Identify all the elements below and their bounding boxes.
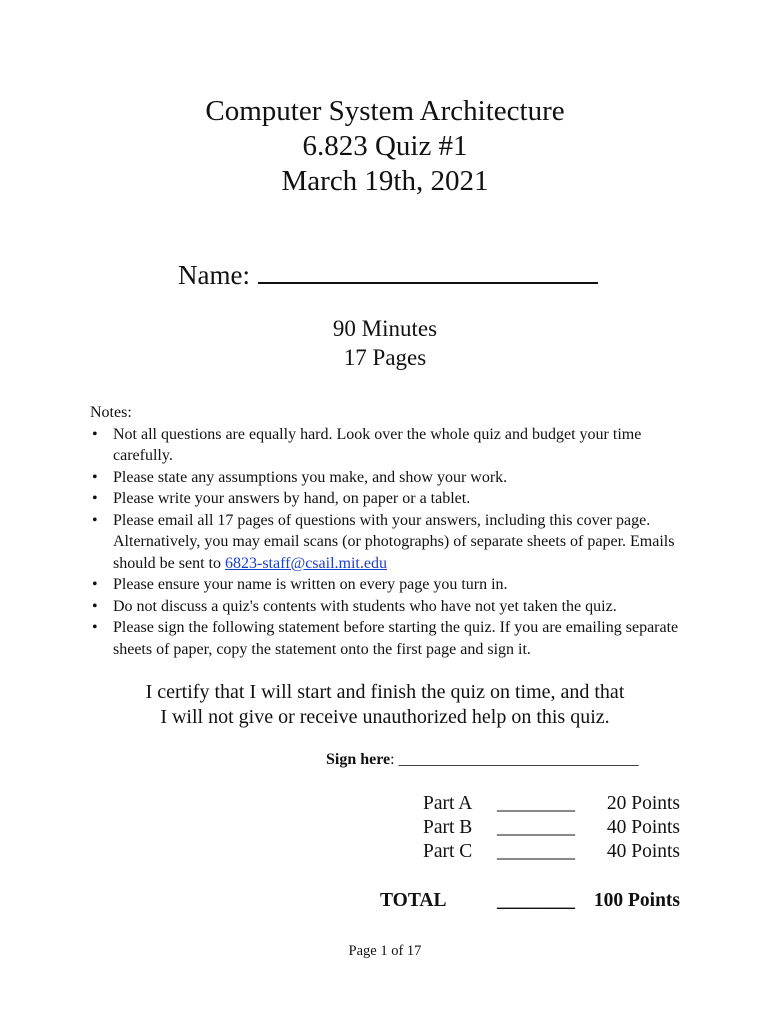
part-label: Part B [423,817,473,838]
quiz-duration: 90 Minutes [332,316,438,341]
total-row [0,889,770,913]
total-score-blank: ________ [497,890,575,911]
score-blank: ________ [497,841,575,862]
sign-colon: : [390,751,395,768]
part-label: Part C [423,841,473,862]
total-label: TOTAL [380,890,447,911]
list-item: • Do not discuss a quiz's contents with students who have not yet taken the quiz. [90,596,690,618]
list-item: • Please ensure your name is written on every page you turn in. [90,574,690,596]
total-points: 100 Points [593,890,680,911]
notes-section [90,402,690,660]
score-table [0,792,770,864]
name-field-row [178,258,598,292]
name-label: Name: [178,260,250,290]
certification-line-1: I certify that I will start and finish the quiz on time, and that [145,681,625,703]
page-number: Page 1 of 17 [348,943,422,959]
part-points: 20 Points [606,793,680,814]
list-item: • Please sign the following statement before starting the quiz. If you are emailing separate sheets of paper, copy the statement onto the first page and sign it. [90,617,690,660]
notes-list [90,424,690,661]
list-item: • Not all questions are equally hard. Look over the whole quiz and budget your time carefully. [90,424,690,467]
part-label: Part A [423,793,473,814]
quiz-date: March 19th, 2021 [281,165,489,197]
certification-line-2: I will not give or receive unauthorized help on this quiz. [160,706,610,728]
course-quiz-number: 6.823 Quiz #1 [302,130,468,162]
list-item: • Please email all 17 pages of questions with your answers, including this cover page. Alternatively, you may email scans (or photographs) of separate sheets of paper. Emails should be sent to 6823-staff@csail.mit.edu [90,510,690,575]
signature-row [326,750,639,770]
sign-here-label: Sign here [326,751,391,768]
page-footer [0,942,770,960]
notes-heading: Notes: [90,404,132,421]
score-blank: ________ [497,793,575,814]
document-title-block [0,94,770,199]
signature-line: ______________________________ [398,751,639,768]
part-points: 40 Points [606,841,680,862]
quiz-meta [0,314,770,372]
list-item: • Please state any assumptions you make, and show your work. [90,467,690,489]
table-row [0,840,770,864]
name-write-line [258,260,598,284]
score-blank: ________ [497,817,575,838]
certification-statement [0,680,770,730]
table-row [0,792,770,816]
staff-email-link[interactable]: 6823-staff@csail.mit.edu [225,554,387,572]
table-row [0,816,770,840]
list-item: • Please write your answers by hand, on paper or a tablet. [90,488,690,510]
document-title: Computer System Architecture [205,95,565,127]
quiz-page-count: 17 Pages [343,345,427,370]
part-points: 40 Points [606,817,680,838]
